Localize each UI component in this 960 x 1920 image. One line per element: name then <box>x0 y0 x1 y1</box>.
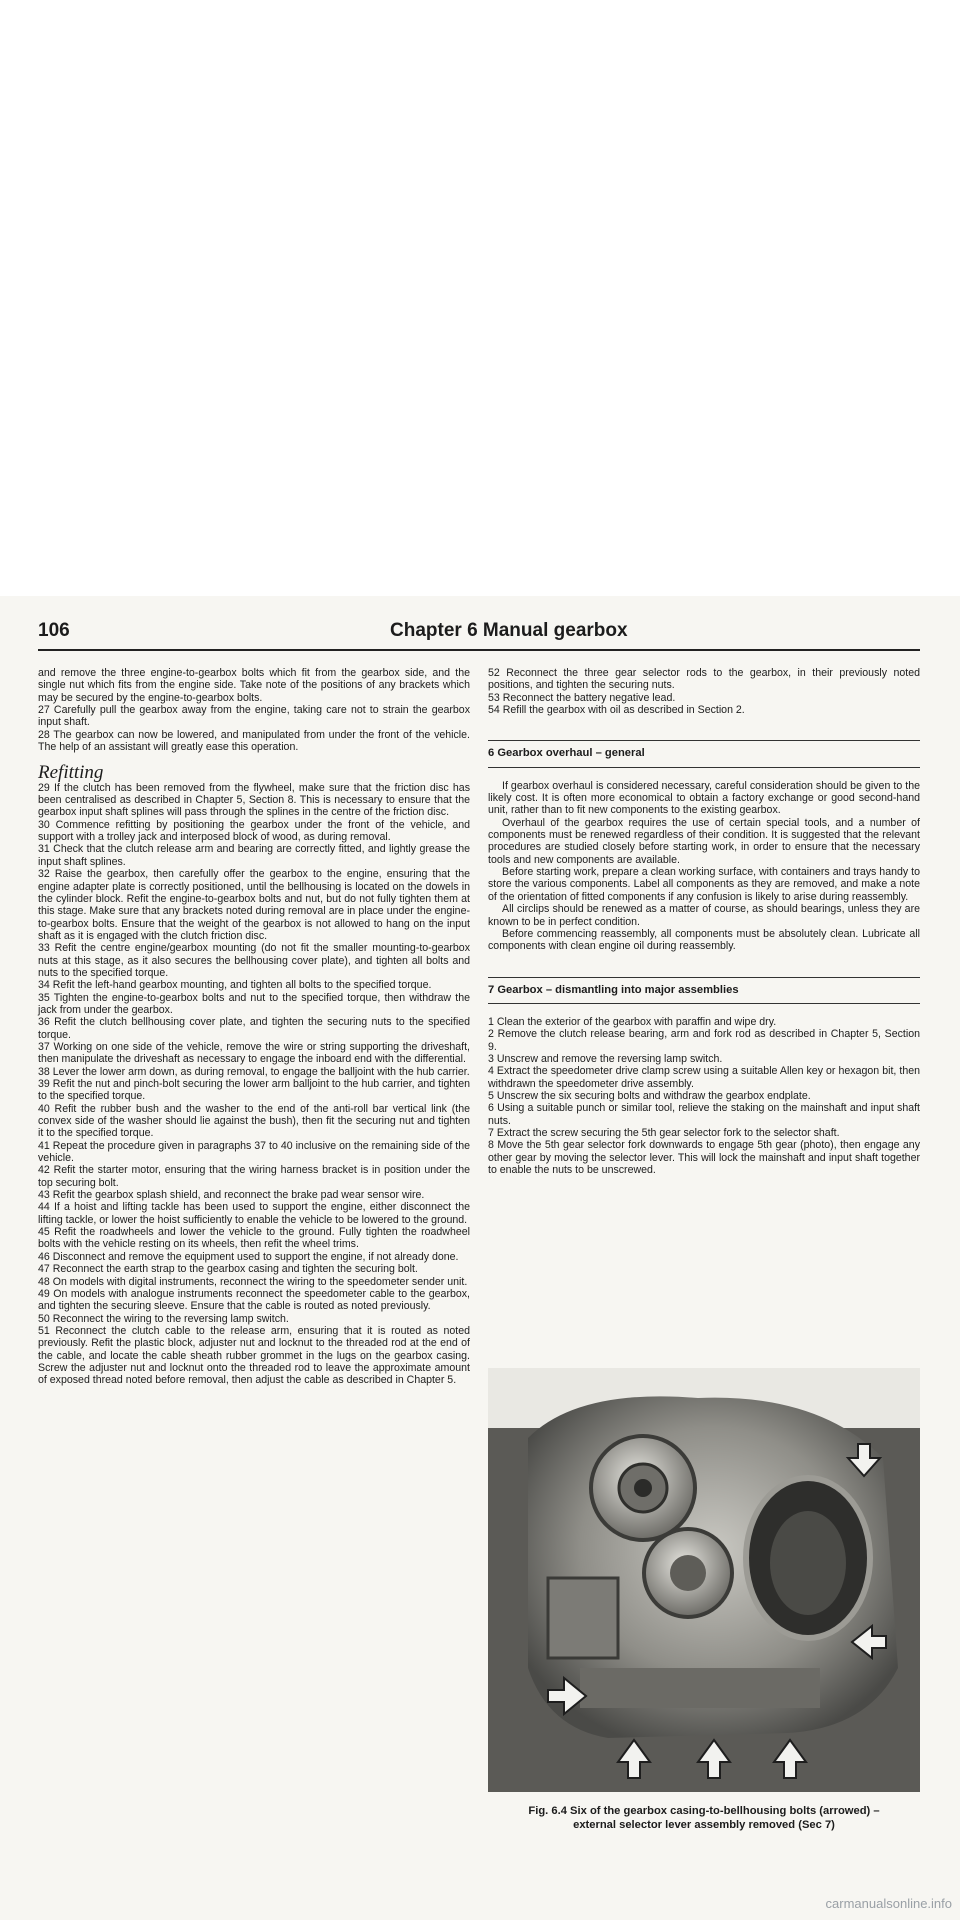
header-divider <box>38 649 920 651</box>
page-number: 106 <box>38 620 70 641</box>
paragraph: 27 Carefully pull the gearbox away from the engine, taking care not to strain the gearbox input shaft. <box>38 704 470 729</box>
paragraph: 3 Unscrew and remove the reversing lamp switch. <box>488 1052 723 1065</box>
paragraph: 28 The gearbox can now be lowered, and manipulated from under the front of the vehicle. The help of an assistant will greatly ease this operation. <box>38 728 470 754</box>
paragraph: 52 Reconnect the three gear selector rods to the gearbox, in their previously noted positions, and tighten the securing nuts. <box>488 667 920 692</box>
paragraph: 37 Working on one side of the vehicle, remove the wire or string supporting the driveshaft, then manipulate the driveshaft as necessary to engage the inboard end with the differential. <box>38 1040 470 1066</box>
refitting-heading: Refitting <box>38 762 104 784</box>
paragraph: Overhaul of the gearbox requires the use of certain special tools, and a number of components must be renewed regardless of their condition. It is suggested that the relevant procedures are studied closely before starting work, in order to ensure that the necessary tools and new components are available. <box>488 816 920 866</box>
watermark: carmanualsonline.info <box>825 1896 952 1911</box>
paragraph: Before commencing reassembly, all components must be absolutely clean. Lubricate all components with clean engine oil during reassembly. <box>488 927 920 953</box>
paragraph: 44 If a hoist and lifting tackle has been used to support the engine, either disconnect the lifting tackle, or lower the hoist sufficiently to enable the vehicle to be lowered to the ground. <box>38 1201 470 1226</box>
paragraph: 41 Repeat the procedure given in paragraphs 37 to 40 inclusive on the remaining side of the vehicle. <box>38 1139 470 1165</box>
paragraph: 31 Check that the clutch release arm and bearing are correctly fitted, and lightly grease the input shaft splines. <box>38 843 470 868</box>
right-column <box>488 667 920 1176</box>
paragraph: 35 Tighten the engine-to-gearbox bolts and nut to the specified torque, then withdraw the jack from under the gearbox. <box>38 991 470 1016</box>
section-6-heading: 6 Gearbox overhaul – general <box>488 740 920 767</box>
paragraph: 47 Reconnect the earth strap to the gearbox casing and tighten the securing bolt. <box>38 1263 418 1276</box>
paragraph: Before starting work, prepare a clean working surface, with containers and trays handy to store the various components. Label all components as they are removed, and make a note of the orientation of fitted components if any confusion is likely to arise during reassembly. <box>488 866 920 903</box>
gearbox-photo <box>488 1368 920 1792</box>
paragraph: 45 Refit the roadwheels and lower the vehicle to the ground. Fully tighten the roadwheel bolts with the vehicle resting on its wheels, then refit the wheel trims. <box>38 1226 470 1251</box>
section-7-heading: 7 Gearbox – dismantling into major assemblies <box>488 977 920 1004</box>
paragraph: 46 Disconnect and remove the equipment used to support the engine, if not already done. <box>38 1250 459 1263</box>
paragraph: 6 Using a suitable punch or similar tool, relieve the staking on the mainshaft and input shaft nuts. <box>488 1102 920 1127</box>
figure-caption <box>488 1804 920 1832</box>
paragraph: 29 If the clutch has been removed from the flywheel, make sure that the friction disc has been centralised as described in Chapter 5, Section 8. This is necessary to ensure that the gearbox input shaft splines will pass through the splines in the centre of the friction disc. <box>38 781 470 819</box>
paragraph: 36 Refit the clutch bellhousing cover plate, and tighten the securing nuts to the specified torque. <box>38 1016 470 1041</box>
paragraph: 38 Lever the lower arm down, as during removal, to engage the balljoint with the hub carrier. <box>38 1065 470 1078</box>
paragraph: 30 Commence refitting by positioning the gearbox under the front of the vehicle, and support with a trolley jack and interposed block of wood, as during removal. <box>38 818 470 844</box>
paragraph: 33 Refit the centre engine/gearbox mounting (do not fit the smaller mounting-to-gearbox nuts at this stage, as it also secures the bellhousing cover plate), and tighten all bolts and nuts to the specified torque. <box>38 942 470 979</box>
paragraph: 5 Unscrew the six securing bolts and withdraw the gearbox endplate. <box>488 1089 811 1102</box>
paragraph: 54 Refill the gearbox with oil as described in Section 2. <box>488 704 745 717</box>
paragraph: 8 Move the 5th gear selector fork downwards to engage 5th gear (photo), then engage any other gear by moving the selector lever. This will lock the mainshaft and input shaft together to enable the nuts to be unscrewed. <box>488 1139 920 1176</box>
paragraph: 2 Remove the clutch release bearing, arm and fork rod as described in Chapter 5, Section 9. <box>488 1028 920 1053</box>
paragraph: 53 Reconnect the battery negative lead. <box>488 691 676 704</box>
paragraph: 49 On models with analogue instruments reconnect the speedometer cable to the gearbox, and tighten the securing sleeve. Ensure that the cable is routed as noted previously. <box>38 1287 470 1313</box>
paragraph: 51 Reconnect the clutch cable to the release arm, ensuring that it is routed as noted previously. Refit the plastic block, adjuster nut and locknut to the threaded rod at the end of the cable, and locate the cable sheath rubber grommet in the lugs on the gearbox casing. Screw the adjuster nut and locknut onto the threaded rod to leave the approximate amount of exposed thread noted before removal, then adjust the cable as described in Chapter 5. <box>38 1324 470 1387</box>
caption-line: external selector lever assembly removed (Sec 7) <box>573 1819 835 1831</box>
paragraph: 40 Refit the rubber bush and the washer to the end of the anti-roll bar vertical link (the convex side of the washer should lie against the bush), then fit the securing nut and tighten it to the specified torque. <box>38 1102 470 1140</box>
paragraph: 34 Refit the left-hand gearbox mounting, and tighten all bolts to the specified torque. <box>38 979 432 992</box>
paragraph: 48 On models with digital instruments, reconnect the wiring to the speedometer sender unit. <box>38 1275 468 1288</box>
left-column <box>38 667 470 1387</box>
paragraph: 43 Refit the gearbox splash shield, and reconnect the brake pad wear sensor wire. <box>38 1189 425 1202</box>
paragraph: 32 Raise the gearbox, then carefully offer the gearbox to the engine, ensuring that the engine adapter plate is correctly positioned, until the bellhousing is located on the dowels in the cylinder block. Refit the engine-to-gearbox bolts and nut, but do not fully tighten them at this stage. Make sure that any brackets noted during removal are in place under the engine-to-gearbox bolts. Ensure that the weight of the gearbox is not allowed to hang on the input shaft as it is engaged with the clutch friction disc. <box>38 868 470 942</box>
caption-line: Fig. 6.4 Six of the gearbox casing-to-bellhousing bolts (arrowed) – <box>528 1805 880 1817</box>
paragraph: 39 Refit the nut and pinch-bolt securing the lower arm balljoint to the hub carrier, and tighten to the specified torque. <box>38 1078 470 1103</box>
paragraph: 4 Extract the speedometer drive clamp screw using a suitable Allen key or hexagon bit, then withdrawn the speedometer drive assembly. <box>488 1065 920 1090</box>
paragraph: 1 Clean the exterior of the gearbox with paraffin and wipe dry. <box>488 1015 777 1028</box>
paragraph: 50 Reconnect the wiring to the reversing lamp switch. <box>38 1312 289 1325</box>
paragraph: and remove the three engine-to-gearbox bolts which fit from the gearbox side, and the single nut which fits from the engine side. Take note of the positions of any brackets which may be secured by the engine-to-gearbox bolts. <box>38 667 470 704</box>
chapter-title: Chapter 6 Manual gearbox <box>390 620 628 641</box>
page-header <box>38 620 920 650</box>
paragraph: 42 Refit the starter motor, ensuring that the wiring harness bracket is in position under the top securing bolt. <box>38 1164 470 1189</box>
paragraph: All circlips should be renewed as a matter of course, as should bearings, unless they are known to be in perfect condition. <box>488 903 920 928</box>
paragraph: 7 Extract the screw securing the 5th gear selector fork to the selector shaft. <box>488 1126 840 1139</box>
paragraph: If gearbox overhaul is considered necessary, careful consideration should be given to the likely cost. It is often more economical to obtain a factory exchange or good second-hand unit, rather than to fit new components to the existing gearbox. <box>488 779 920 817</box>
